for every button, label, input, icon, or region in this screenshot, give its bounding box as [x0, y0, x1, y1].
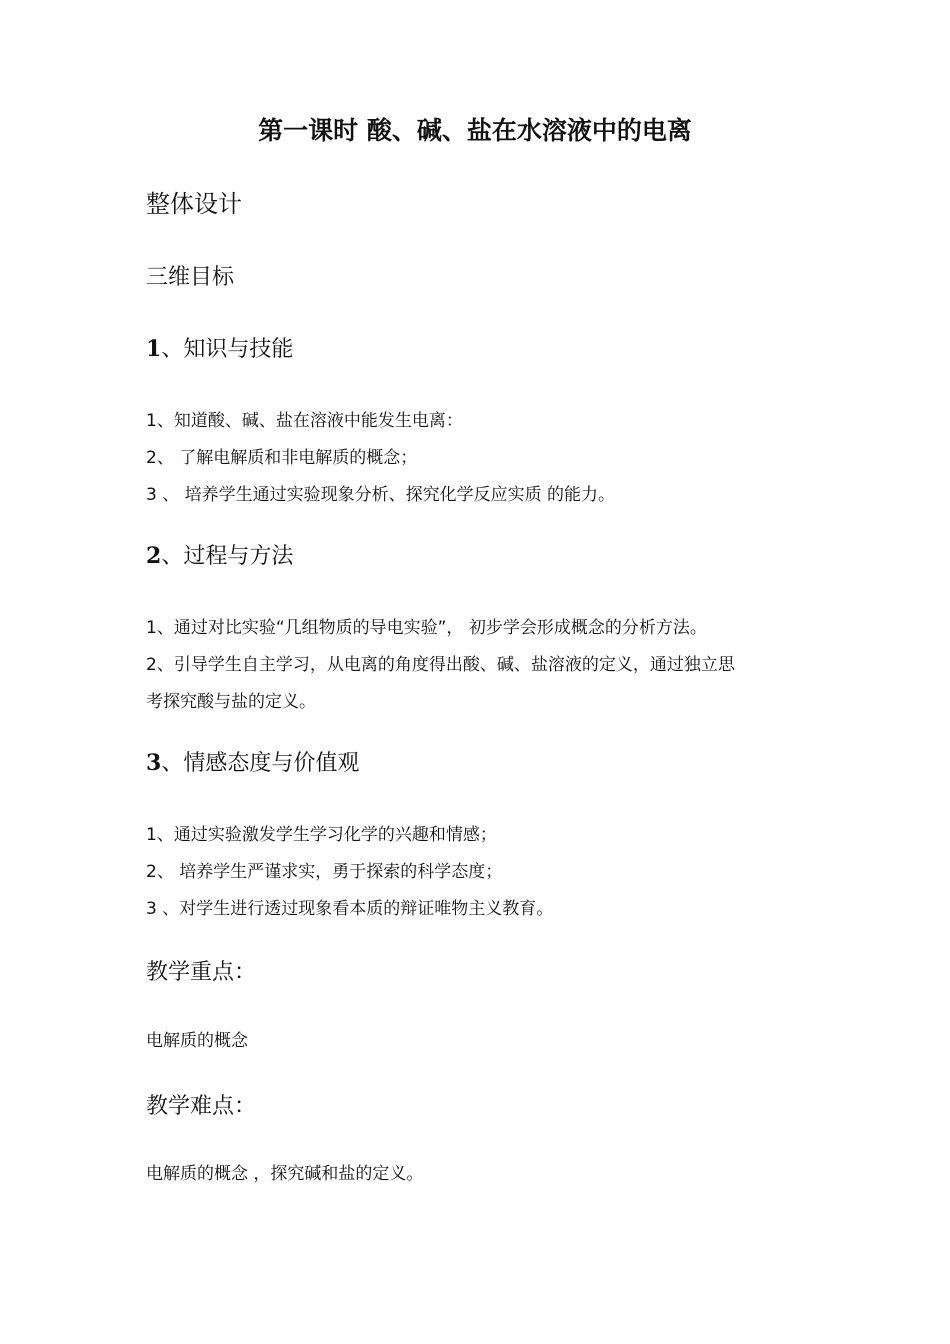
lesson-title: 第一课时 酸、碱、盐在水溶液中的电离 [258, 116, 692, 145]
section-1-item-1: 1、知道酸、碱、盐在溶液中能发生电离： [146, 411, 463, 431]
section-2-item-2: 2、引导学生自主学习，从电离的角度得出酸、碱、盐溶液的定义，通过独立思 [146, 655, 735, 675]
section-3-item-2: 2、 培养学生严谨求实，勇于探索的科学态度； [146, 862, 503, 882]
section-1-item-3: 3 、 培养学生通过实验现象分析、探究化学反应实质 的能力。 [146, 485, 616, 505]
section-3-item-3: 3 、对学生进行透过现象看本质的辩证唯物主义教育。 [146, 899, 554, 919]
key-points-heading: 教学重点： [146, 960, 257, 985]
difficult-points-text: 电解质的概念 ，探究碱和盐的定义。 [146, 1164, 424, 1184]
section-2-number: 2 [146, 543, 162, 569]
section-2-heading [146, 543, 293, 570]
section-3-number: 3 [146, 750, 162, 776]
section-1-title: 、知识与技能 [161, 337, 294, 362]
section-2-item-2-cont: 考探究酸与盐的定义。 [146, 692, 316, 712]
three-dim-goals-heading: 三维目标 [146, 265, 235, 290]
overall-design-heading: 整体设计 [146, 190, 242, 218]
section-3-title: 、情感态度与价值观 [161, 751, 360, 776]
section-1-item-2: 2、 了解电解质和非电解质的概念； [146, 448, 418, 468]
key-points-text: 电解质的概念 [146, 1031, 248, 1051]
section-1-number: 1 [146, 336, 162, 362]
section-2-title: 、过程与方法 [161, 544, 294, 569]
section-1-heading [146, 336, 293, 363]
section-2-item-1: 1、通过对比实验“几组物质的导电实验”， 初步学会形成概念的分析方法。 [146, 618, 707, 638]
difficult-points-heading: 教学难点： [146, 1094, 257, 1119]
section-3-item-1: 1、通过实验激发学生学习化学的兴趣和情感； [146, 825, 497, 845]
section-3-heading [146, 750, 359, 777]
